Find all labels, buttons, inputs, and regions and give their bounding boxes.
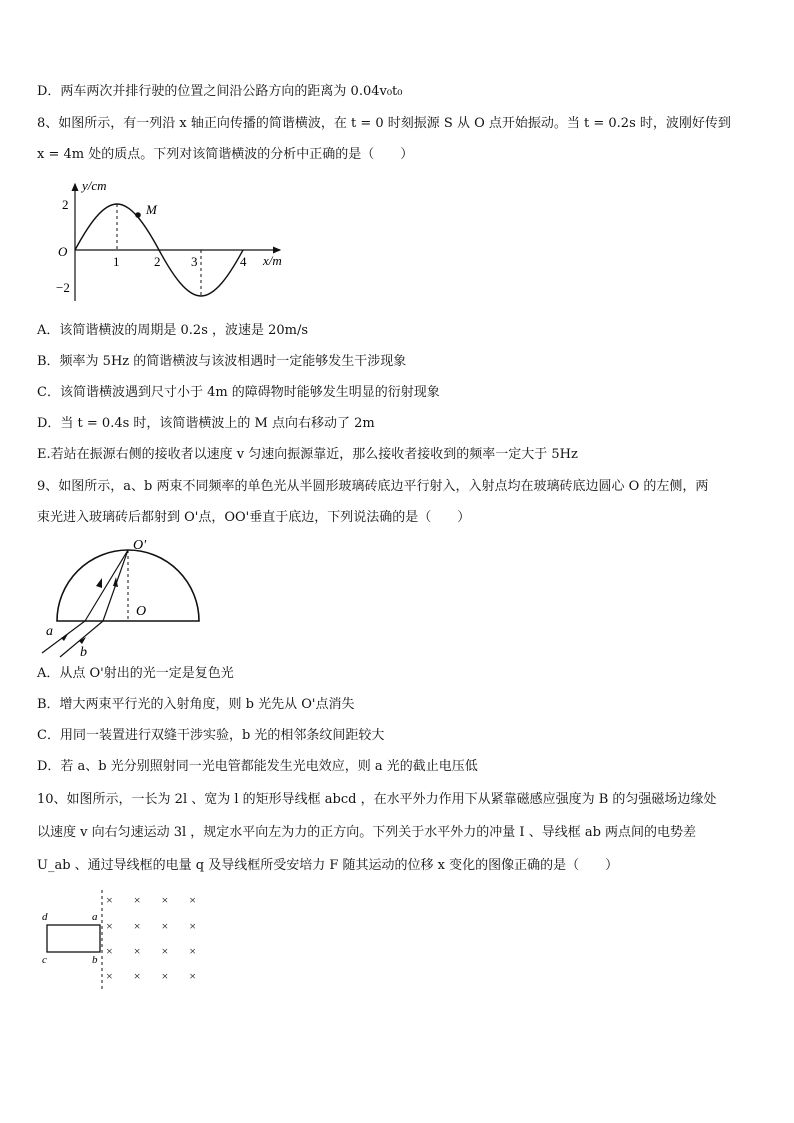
- q10-stem-line1: 10、如图所示，一长为 2l 、宽为 l 的矩形导线框 abcd ，在水平外力作用下从紧靠磁感应强度为 B 的匀强磁场边缘处: [37, 792, 717, 807]
- point-m-label: M: [146, 202, 157, 217]
- corner-b-label: b: [92, 954, 98, 966]
- field-row-1: × × × ×: [106, 893, 206, 907]
- x-tick-1: 1: [113, 254, 120, 269]
- y-tick-2: 2: [62, 197, 69, 212]
- q9-option-d: D．若 a、b 光分别照射同一光电管都能发生光电效应，则 a 光的截止电压低: [37, 759, 478, 774]
- q9-stem-line1: 9、如图所示，a、b 两束不同频率的单色光从半圆形玻璃砖底边平行射入，入射点均在玻璃砖底边圆心 O 的左侧，两: [37, 479, 709, 494]
- ray-b-label: b: [80, 645, 87, 660]
- ray-a-label: a: [46, 624, 53, 639]
- q9-option-b: B．增大两束平行光的入射角度，则 b 光先从 O'点消失: [37, 697, 355, 712]
- point-o-prime-label: O': [133, 538, 147, 553]
- q8-option-a: A．该简谐横波的周期是 0.2s ，波速是 20m/s: [37, 323, 309, 338]
- q8-option-b: B．频率为 5Hz 的简谐横波与该波相遇时一定能够发生干涉现象: [37, 354, 407, 369]
- q9-option-a: A．从点 O'射出的光一定是复色光: [37, 666, 234, 681]
- corner-c-label: c: [42, 954, 47, 966]
- point-m: [135, 212, 141, 218]
- q9-option-c: C．用同一装置进行双缝干涉实验，b 光的相邻条纹间距较大: [37, 728, 385, 743]
- origin-label: O: [58, 244, 68, 259]
- wire-frame-abcd: [47, 925, 100, 952]
- wave-graph: [50, 178, 290, 308]
- x-tick-2: 2: [154, 254, 161, 269]
- field-row-4: × × × ×: [106, 969, 206, 983]
- q8-option-c: C．该简谐横波遇到尺寸小于 4m 的障碍物时能够发生明显的衍射现象: [37, 385, 440, 400]
- y-tick-neg2: −2: [56, 280, 70, 295]
- corner-a-label: a: [92, 911, 98, 923]
- q8-stem-line2: x = 4m 处的质点。下列对该简谐横波的分析中正确的是（ ）: [37, 147, 414, 162]
- x-tick-3: 3: [191, 254, 198, 269]
- ray-a-arrow: [96, 578, 102, 588]
- q7-option-d: D．两车两次并排行驶的位置之间沿公路方向的距离为 0.04v₀t₀: [37, 84, 403, 99]
- q10-stem-line3: U_ab 、通过导线框的电量 q 及导线框所受安培力 F 随其运动的位移 x 变化的图像正确的是（ ）: [37, 858, 619, 873]
- field-row-2: × × × ×: [106, 919, 206, 933]
- y-axis-label: y/cm: [82, 178, 107, 193]
- q8-option-e: E.若站在振源右侧的接收者以速度 v 匀速向振源靠近，那么接收者接收到的频率一定大于 5Hz: [37, 447, 578, 462]
- q8-option-d: D．当 t = 0.4s 时，该简谐横波上的 M 点向右移动了 2m: [37, 416, 375, 431]
- q10-stem-line2: 以速度 v 向右匀速运动 3l ，规定水平向左为力的正方向。下列关于水平外力的冲量 I 、导线框 ab 两点间的电势差: [37, 825, 697, 840]
- q9-stem-line2: 束光进入玻璃砖后都射到 O'点，OO'垂直于底边，下列说法确的是（ ）: [37, 510, 471, 525]
- wire-frame-field-diagram: [36, 888, 206, 993]
- x-tick-4: 4: [240, 254, 247, 269]
- q8-stem-line1: 8、如图所示，有一列沿 x 轴正向传播的简谐横波，在 t = 0 时刻振源 S 从 O 点开始振动。当 t = 0.2s 时，波刚好传到: [37, 116, 731, 131]
- field-row-3: × × × ×: [106, 944, 206, 958]
- corner-d-label: d: [42, 911, 48, 923]
- x-axis-label: x/m: [263, 253, 282, 268]
- glass-brick-diagram: [36, 535, 206, 660]
- point-o-label: O: [136, 604, 147, 619]
- ray-a-outside-arrow: [61, 634, 68, 641]
